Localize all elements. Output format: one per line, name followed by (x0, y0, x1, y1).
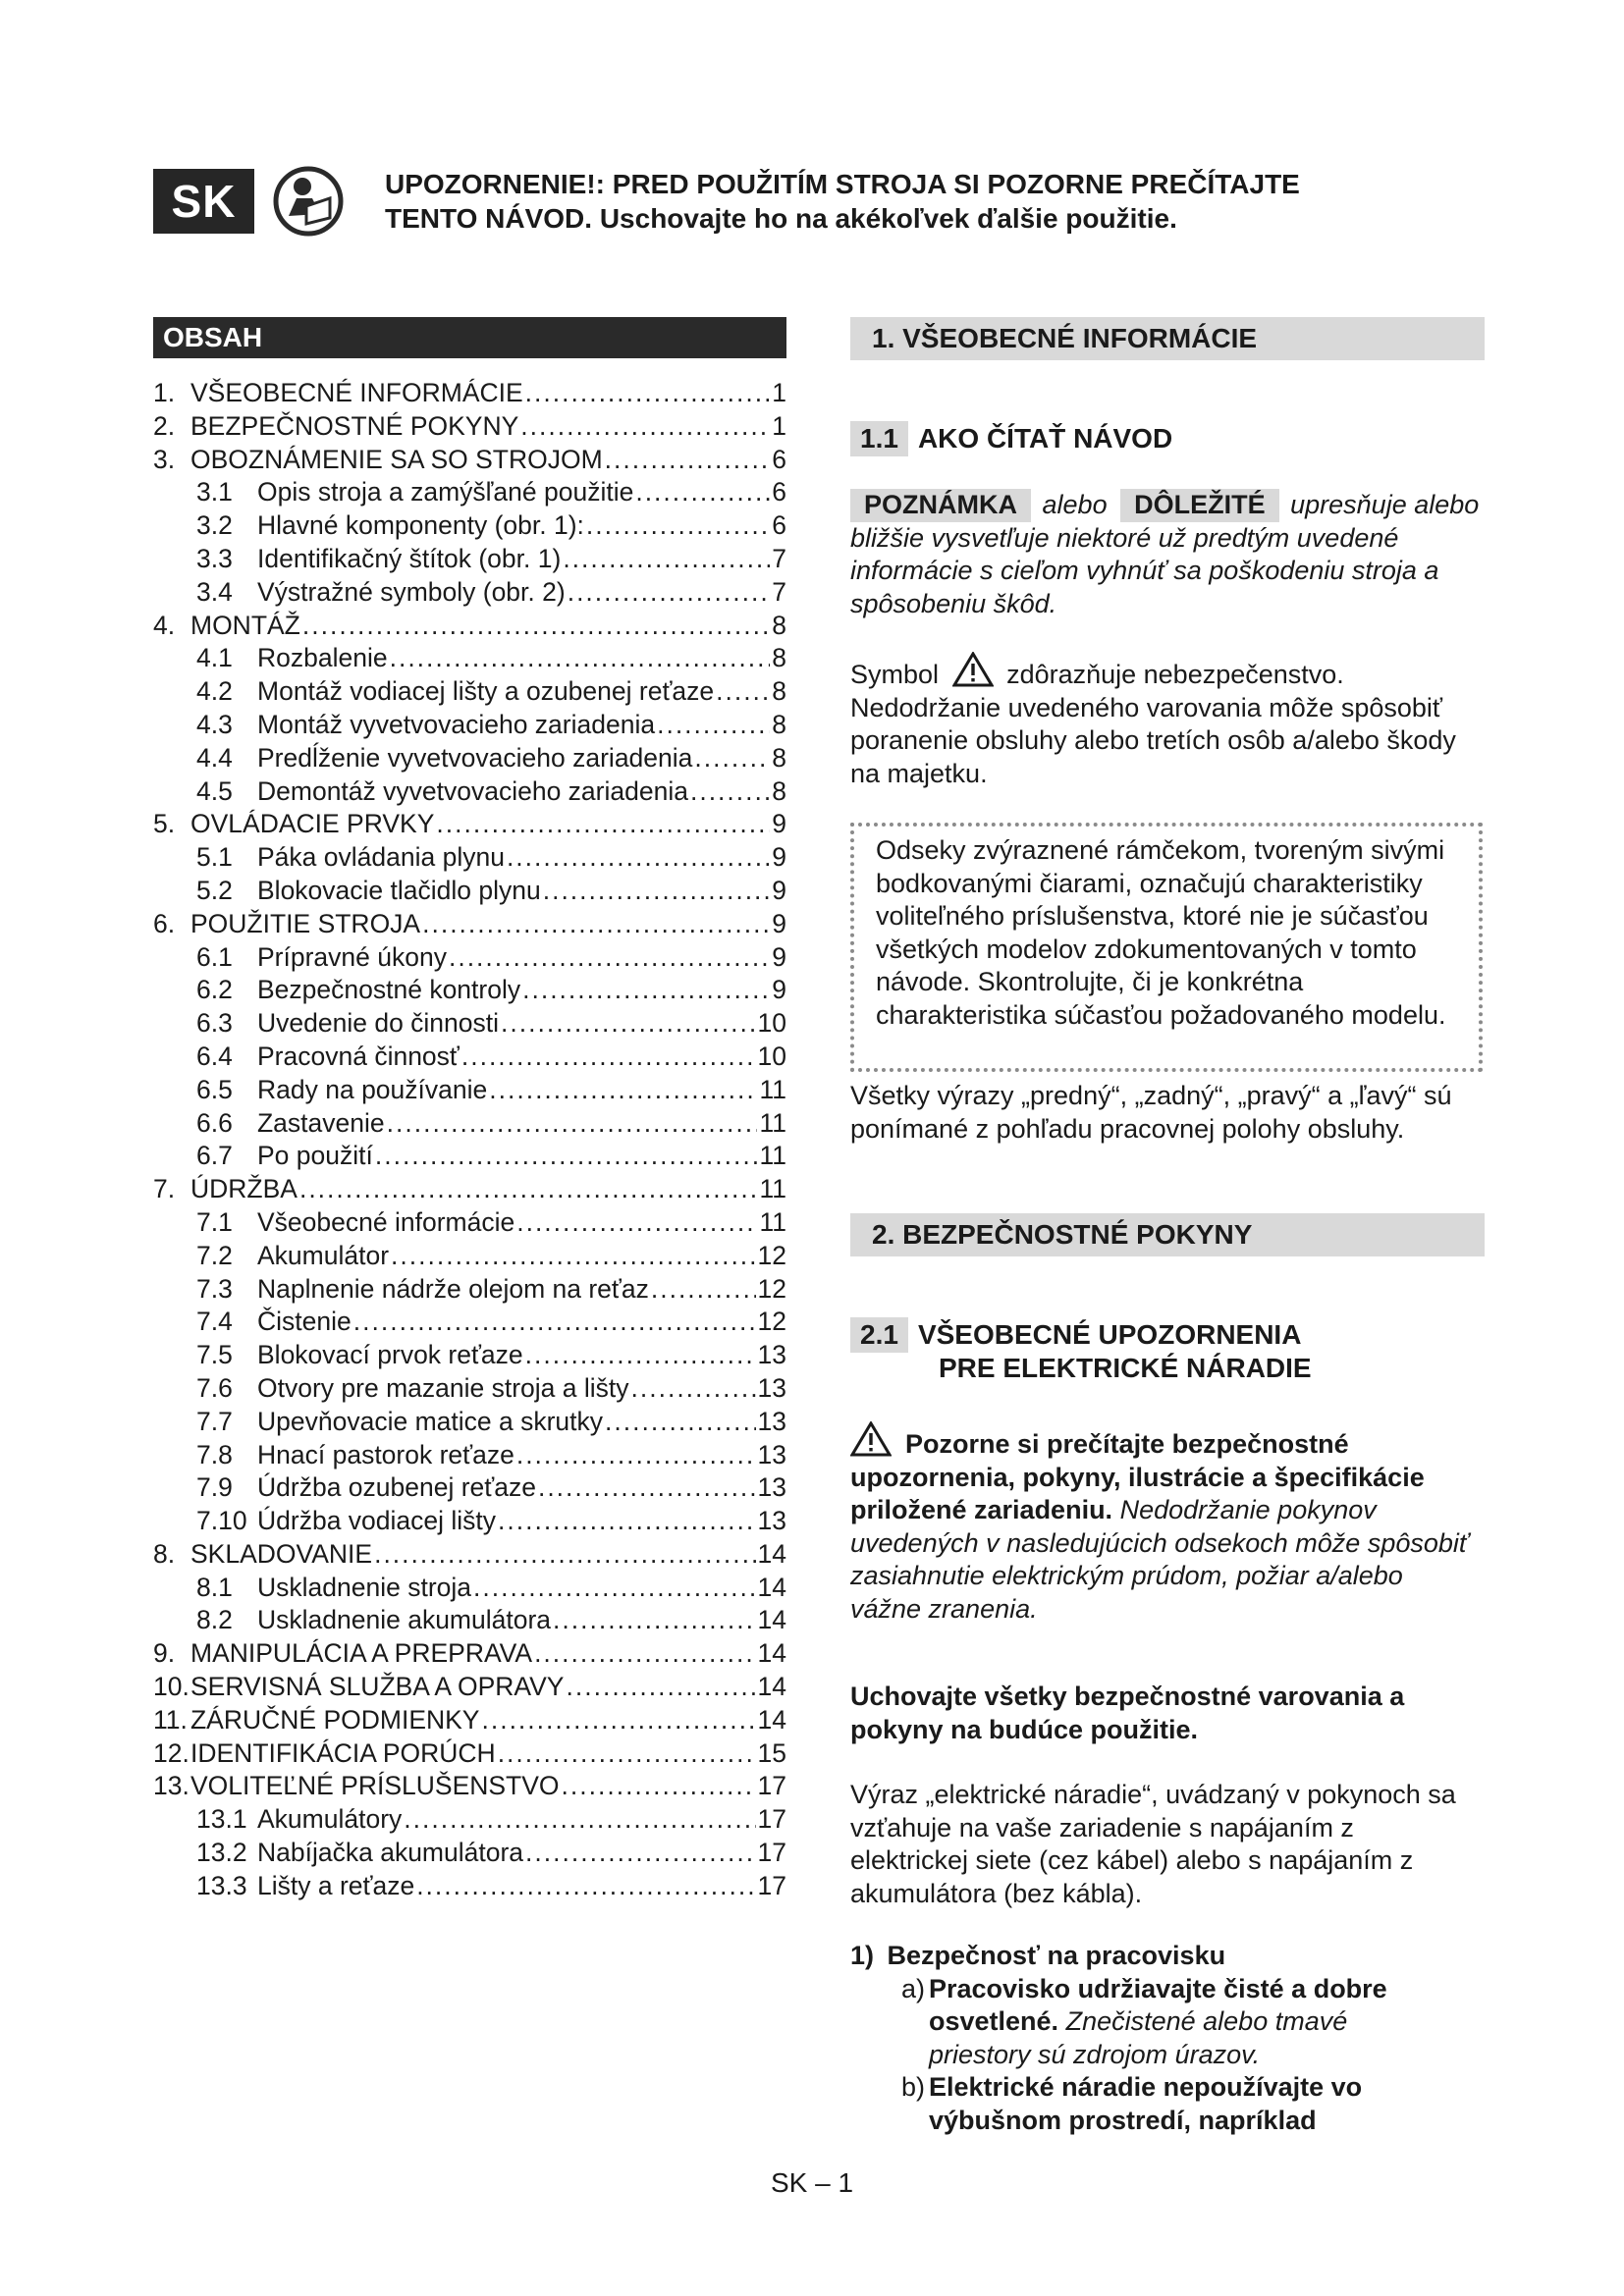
toc-item (153, 1240, 786, 1273)
toc-leader-dots (562, 1770, 756, 1803)
toc-item-title: Zastavenie (257, 1107, 385, 1138)
toc-item-number: 8.2 (196, 1605, 233, 1635)
toc-item (153, 1007, 786, 1041)
toc-item-page: 8 (772, 709, 786, 739)
toc-leader-dots (543, 875, 771, 908)
toc-item (153, 1538, 786, 1572)
toc-item-title: Uvedenie do činnosti (257, 1008, 500, 1039)
toc-item (153, 610, 786, 643)
subsection-2-1-heading (850, 1317, 1312, 1384)
toc-item (153, 1074, 786, 1107)
toc-item-title: Blokovacie tlačidlo plynu (257, 875, 541, 905)
toc-leader-dots (507, 841, 770, 875)
optional-accessories-box (850, 823, 1483, 1072)
toc-leader-dots (516, 1439, 756, 1472)
toc-leader-dots (374, 1538, 755, 1572)
symbol-text-1: zdôrazňuje nebezpečenstvo. (1006, 660, 1344, 689)
toc-item (153, 1273, 786, 1307)
subsection-number: 2.1 (850, 1317, 908, 1353)
toc-item (153, 1107, 786, 1141)
toc-item-title: VOLITEĽNÉ PRÍSLUŠENSTVO (190, 1771, 560, 1801)
toc-item-title: Naplnenie nádrže olejom na reťaz (257, 1273, 649, 1304)
toc-leader-dots (387, 1107, 758, 1141)
toc-leader-dots (538, 1471, 756, 1505)
toc-leader-dots (657, 709, 770, 742)
toc-item-page: 13 (757, 1439, 786, 1469)
directions-paragraph: Všetky výrazy „predný“, „zadný“, „pravý“ a „ľavý“ sú ponímané z pohľadu pracovnej polohy obsluhy. (850, 1081, 1452, 1144)
toc-item-number: 4.3 (196, 709, 233, 739)
toc-item-number: 11. (153, 1704, 188, 1735)
toc-item-page: 9 (772, 842, 786, 873)
toc-item-number: 6.2 (196, 975, 233, 1005)
warning-triangle-icon (952, 652, 994, 687)
toc-item-title: Montáž vodiacej lišty a ozubenej reťaze (257, 676, 715, 707)
toc-item-number: 6.6 (196, 1107, 233, 1138)
toc-item-title: MANIPULÁCIA A PREPRAVA (190, 1638, 533, 1669)
toc-item (153, 543, 786, 576)
toc-item-title: Uskladnenie akumulátora (257, 1605, 552, 1635)
toc-leader-dots (690, 775, 770, 809)
warning-line-2: TENTO NÁVOD. Uschovajte ho na akékoľvek ďalšie použitie. (385, 203, 1177, 234)
toc-item (153, 1770, 786, 1803)
toc-item-page: 17 (757, 1838, 786, 1868)
toc-item-page: 14 (757, 1704, 786, 1735)
toc-item-title: Montáž vyvetvovacieho zariadenia (257, 709, 656, 739)
toc-item (153, 1837, 786, 1870)
warning-line-1: UPOZORNENIE!: PRED POUŽITÍM STROJA SI POZORNE PREČÍTAJTE (385, 169, 1300, 199)
toc-item-title: Výstražné symboly (obr. 2) (257, 576, 566, 607)
toc-item-number: 7.1 (196, 1206, 233, 1237)
toc-leader-dots (631, 1372, 756, 1406)
toc-item-page: 11 (759, 1141, 786, 1171)
note-text-2: alebo bližšie vysvetľuje niektoré už predtým uvedené informácie s cieľom vyhnúť sa poškodeniu stroja a spôsobeniu škôd. (850, 490, 1480, 618)
toc-item-title: Rady na používanie (257, 1074, 488, 1104)
toc-item-page: 11 (759, 1074, 786, 1104)
toc-leader-dots (605, 1406, 756, 1439)
toc-item-number: 13. (153, 1771, 189, 1801)
toc-item-title: Akumulátor (257, 1240, 390, 1270)
toc-leader-dots (299, 1173, 758, 1206)
toc-item-number: 3. (153, 444, 176, 474)
toc-leader-dots (694, 742, 770, 775)
toc-item (153, 1637, 786, 1671)
toc-item (153, 709, 786, 742)
toc-item (153, 1206, 786, 1240)
toc-item-title: Čistenie (257, 1307, 352, 1337)
toc-item-page: 9 (772, 908, 786, 938)
toc-item-number: 12. (153, 1737, 189, 1768)
keep-instructions-paragraph: Uchovajte všetky bezpečnostné varovania a pokyny na budúce použitie. (850, 1682, 1405, 1744)
toc-item-page: 14 (757, 1605, 786, 1635)
important-tag: DÔLEŽITÉ (1120, 489, 1279, 522)
page-number: SK – 1 (770, 2167, 854, 2198)
toc-item-number: 7.10 (196, 1506, 247, 1536)
toc-item-title: BEZPEČNOSTNÉ POKYNY (190, 410, 519, 441)
toc-item-number: 8. (153, 1538, 176, 1569)
warning-bold-line-1: Pozorne si prečítajte bezpečnostné (905, 1429, 1349, 1459)
toc-item-title: Páka ovládania plynu (257, 842, 505, 873)
toc-leader-dots (302, 610, 770, 643)
toc-item-number: 7. (153, 1174, 176, 1204)
subsection-title-line-1: VŠEOBECNÉ UPOZORNENIA (917, 1319, 1302, 1350)
toc-leader-dots (353, 1306, 756, 1339)
toc-item-number: 7.3 (196, 1273, 233, 1304)
toc-leader-dots (516, 1206, 757, 1240)
symbol-word: Symbol (850, 660, 940, 689)
toc-leader-dots (568, 576, 771, 610)
toc-item-number: 5.2 (196, 875, 233, 905)
toc-item-number: 6. (153, 908, 176, 938)
toc-leader-dots (716, 675, 770, 709)
toc-item-page: 6 (772, 477, 786, 507)
symbol-text-2: Nedodržanie uvedeného varovania môže spôsobiť poranenie obsluhy alebo tretích osôb a/alebo škody na majetku. (850, 692, 1456, 788)
toc-item (153, 1671, 786, 1704)
toc-item-page: 7 (772, 543, 786, 573)
toc-item (153, 841, 786, 875)
workplace-safety-section (850, 1940, 1489, 2137)
toc-leader-dots (605, 444, 771, 477)
toc-leader-dots (489, 1074, 757, 1107)
toc-item-number: 4.4 (196, 742, 233, 773)
toc-item (153, 1803, 786, 1837)
toc-item-page: 9 (772, 975, 786, 1005)
toc-item-title: ZÁRUČNÉ PODMIENKY (190, 1704, 480, 1735)
toc-item-title: Uskladnenie stroja (257, 1572, 472, 1602)
toc-item-number: 13.3 (196, 1870, 247, 1900)
toc-leader-dots (501, 1007, 755, 1041)
toc-item-number: 2. (153, 410, 176, 441)
toc-leader-dots (525, 1837, 755, 1870)
toc-item-number: 5. (153, 809, 176, 839)
point-1-heading (850, 1940, 1489, 1973)
note-paragraph (850, 489, 1489, 620)
toc-item-page: 15 (757, 1737, 786, 1768)
point-b-bold: Elektrické náradie nepoužívajte vo výbušnom prostredí, napríklad (929, 2072, 1363, 2135)
toc-item-page: 9 (772, 809, 786, 839)
toc-item-page: 11 (759, 1174, 786, 1204)
box-text: Odseky zvýraznené rámčekom, tvoreným sivými bodkovanými čiarami, označujú charakteristiky voliteľného príslušenstva, ktoré nie je súčasťou všetkých modelov zdokumentovaných v tomto návode. Skontrolujte, či je konkrétna charakteristika súčasťou požadovaného modelu. (876, 835, 1446, 1030)
toc-item-title: Rozbalenie (257, 643, 388, 673)
toc-leader-dots (422, 908, 770, 941)
toc-leader-dots (461, 1041, 756, 1074)
toc-item-number: 7.8 (196, 1439, 233, 1469)
toc-item-page: 8 (772, 610, 786, 640)
toc-item-number: 13.1 (196, 1804, 247, 1835)
symbol-paragraph (850, 652, 1489, 790)
toc-item-title: ÚDRŽBA (190, 1174, 298, 1204)
toc-leader-dots (375, 1140, 758, 1173)
point-a-text (929, 1973, 1439, 2072)
toc-item-title: Predĺženie vyvetvovacieho zariadenia (257, 742, 693, 773)
safety-warning-heading (385, 167, 1465, 236)
toc-item-number: 7.5 (196, 1340, 233, 1370)
toc-item (153, 1041, 786, 1074)
toc-leader-dots (651, 1273, 756, 1307)
toc-leader-dots (436, 808, 770, 841)
toc-item-page: 14 (757, 1672, 786, 1702)
toc-item-title: Pracovná činnosť (257, 1041, 460, 1071)
toc-item-page: 6 (772, 444, 786, 474)
toc-item (153, 1737, 786, 1771)
toc-item-number: 7.2 (196, 1240, 233, 1270)
toc-item-title: Hnací pastorok reťaze (257, 1439, 514, 1469)
toc-item (153, 875, 786, 908)
toc-leader-dots (553, 1604, 755, 1637)
toc-item-title: Lišty a reťaze (257, 1870, 415, 1900)
toc-item-page: 1 (772, 378, 786, 407)
toc-item-page: 17 (757, 1804, 786, 1835)
toc-item-title: Nabíjačka akumulátora (257, 1838, 524, 1868)
toc-item-page: 11 (759, 1206, 786, 1237)
toc-item-number: 4.2 (196, 676, 233, 707)
toc-item-title: SERVISNÁ SLUŽBA A OPRAVY (190, 1672, 565, 1702)
toc-item-page: 9 (772, 875, 786, 905)
warning-italic: Nedodržanie pokynov uvedených v nasledujúcich odsekoch môže spôsobiť zasiahnutie elektrickým prúdom, požiar a/alebo vážne zranenia. (850, 1495, 1469, 1624)
toc-leader-dots (391, 1240, 755, 1273)
toc-item-number: 10. (153, 1672, 189, 1702)
toc-item-number: 3.2 (196, 510, 233, 541)
toc-leader-dots (635, 476, 770, 509)
toc-item-number: 4.5 (196, 775, 233, 806)
toc-leader-dots (520, 410, 770, 444)
toc-item-title: Po použití (257, 1141, 373, 1171)
toc-item (153, 1604, 786, 1637)
toc-item-title: Prípravné úkony (257, 941, 447, 972)
toc-item-number: 4.1 (196, 643, 233, 673)
toc-item-page: 8 (772, 643, 786, 673)
toc-leader-dots (416, 1870, 755, 1903)
toc-item-title: Údržba vodiacej lišty (257, 1506, 497, 1536)
language-badge: SK (153, 169, 254, 234)
toc-item-number: 7.6 (196, 1372, 233, 1403)
toc-item-page: 13 (757, 1506, 786, 1536)
toc-leader-dots (481, 1704, 755, 1737)
toc-item-page: 13 (757, 1472, 786, 1503)
point-a-label: a) (901, 1973, 926, 2003)
toc-item (153, 742, 786, 775)
toc-leader-dots (525, 377, 771, 410)
toc-item-number: 6.1 (196, 941, 233, 972)
toc-item (153, 509, 786, 543)
toc-leader-dots (522, 974, 770, 1007)
toc-item-title: Demontáž vyvetvovacieho zariadenia (257, 775, 688, 806)
toc-leader-dots (390, 642, 771, 675)
toc-item-title: Opis stroja a zamýšľané použitie (257, 477, 634, 507)
toc-item (153, 1372, 786, 1406)
toc-item-number: 1. (153, 378, 176, 407)
toc-item-page: 14 (757, 1638, 786, 1669)
toc-item-page: 17 (757, 1771, 786, 1801)
toc-leader-dots (567, 1671, 756, 1704)
note-or: alebo (1042, 490, 1108, 519)
read-manual-icon (273, 163, 344, 240)
toc-item-title: Všeobecné informácie (257, 1206, 515, 1237)
toc-item-title: MONTÁŽ (190, 610, 300, 640)
toc-title: OBSAH (153, 317, 786, 358)
toc-item-title: Akumulátory (257, 1804, 403, 1835)
toc-leader-dots (498, 1505, 755, 1538)
toc-item (153, 377, 786, 410)
toc-item (153, 775, 786, 809)
toc-item (153, 675, 786, 709)
toc-item-number: 9. (153, 1638, 176, 1669)
toc-item-title: Údržba ozubenej reťaze (257, 1472, 536, 1503)
toc-item-page: 8 (772, 742, 786, 773)
toc-item-title: OBOZNÁMENIE SA SO STROJOM (190, 444, 603, 474)
subsection-title: AKO ČÍTAŤ NÁVOD (917, 423, 1173, 454)
toc-item-title: SKLADOVANIE (190, 1538, 373, 1569)
toc-item-page: 11 (759, 1107, 786, 1138)
toc-item-page: 13 (757, 1372, 786, 1403)
toc-item-number: 6.4 (196, 1041, 233, 1071)
toc-item (153, 974, 786, 1007)
toc-item-number: 8.1 (196, 1572, 233, 1602)
toc-item-title: Identifikačný štítok (obr. 1) (257, 543, 562, 573)
toc-item-page: 12 (757, 1273, 786, 1304)
subsection-title-line-2: PRE ELEKTRICKÉ NÁRADIE (939, 1353, 1312, 1383)
toc-item (153, 941, 786, 975)
toc-item-number: 6.7 (196, 1141, 233, 1171)
toc-list (153, 377, 786, 1903)
toc-item-number: 6.5 (196, 1074, 233, 1104)
toc-item-page: 13 (757, 1340, 786, 1370)
warning-triangle-icon (850, 1421, 892, 1457)
toc-item-number: 7.9 (196, 1472, 233, 1503)
point-1-title: Bezpečnosť na pracovisku (887, 1941, 1226, 1970)
toc-item-title: VŠEOBECNÉ INFORMÁCIE (190, 378, 523, 407)
toc-item-title: IDENTIFIKÁCIA PORÚCH (190, 1737, 496, 1768)
toc-item-number: 13.2 (196, 1838, 247, 1868)
subsection-number: 1.1 (850, 421, 908, 456)
toc-item-title: OVLÁDACIE PRVKY (190, 809, 435, 839)
toc-item-title: Blokovací prvok reťaze (257, 1340, 523, 1370)
toc-item-page: 17 (757, 1870, 786, 1900)
point-a-italic: Znečistené alebo tmavé priestory sú zdrojom úrazov. (929, 2006, 1348, 2069)
toc-item-page: 6 (772, 510, 786, 541)
toc-item-page: 14 (757, 1538, 786, 1569)
note-tag: POZNÁMKA (850, 489, 1031, 522)
toc-item-number: 3.4 (196, 576, 233, 607)
toc-item-page: 1 (772, 410, 786, 441)
toc-item (153, 1471, 786, 1505)
toc-leader-dots (473, 1572, 756, 1605)
toc-item (153, 1704, 786, 1737)
toc-leader-dots (534, 1637, 755, 1671)
point-1-number: 1) (850, 1941, 875, 1970)
toc-item-number: 7.7 (196, 1406, 233, 1436)
toc-item (153, 476, 786, 509)
toc-item-title: Upevňovacie matice a skrutky (257, 1406, 604, 1436)
toc-item-number: 7.4 (196, 1307, 233, 1337)
toc-item (153, 1870, 786, 1903)
toc-item-number: 3.3 (196, 543, 233, 573)
toc-item-number: 6.3 (196, 1008, 233, 1039)
toc-item-title: Bezpečnostné kontroly (257, 975, 521, 1005)
point-b (850, 2071, 1489, 2137)
point-a (850, 1973, 1489, 2072)
subsection-1-1-heading (850, 421, 1172, 456)
toc-leader-dots (404, 1803, 755, 1837)
toc-leader-dots (563, 543, 770, 576)
toc-item-page: 8 (772, 775, 786, 806)
toc-item (153, 1140, 786, 1173)
toc-item-title: Hlavné komponenty (obr. 1): (257, 510, 584, 541)
toc-item (153, 808, 786, 841)
toc-item (153, 642, 786, 675)
point-b-label: b) (901, 2072, 926, 2102)
toc-item-page: 13 (757, 1406, 786, 1436)
toc-item (153, 1173, 786, 1206)
toc-item (153, 576, 786, 610)
toc-item (153, 1406, 786, 1439)
section-1-heading: 1. VŠEOBECNÉ INFORMÁCIE (850, 317, 1485, 360)
toc-item (153, 410, 786, 444)
expression-paragraph: Výraz „elektrické náradie“, uvádzaný v pokynoch sa vzťahuje na vaše zariadenie s napájaním z elektrickej siete (cez kábel) alebo s napájaním z akumulátora (bez kábla). (850, 1780, 1456, 1908)
point-a-bold: Pracovisko udržiavajte čisté a dobre osvetlené. (929, 1973, 1387, 2036)
toc-item (153, 1505, 786, 1538)
toc-item-page: 14 (757, 1572, 786, 1602)
toc-item-number: 5.1 (196, 842, 233, 873)
toc-item (153, 908, 786, 941)
toc-item-page: 10 (757, 1008, 786, 1039)
toc-leader-dots (449, 941, 770, 975)
toc-item (153, 1306, 786, 1339)
toc-item-page: 9 (772, 941, 786, 972)
toc-item-page: 10 (757, 1041, 786, 1071)
toc-item-title: Otvory pre mazanie stroja a lišty (257, 1372, 629, 1403)
warning-bold-rest: upozornenia, pokyny, ilustrácie a špecifikácie priložené zariadeniu. (850, 1462, 1425, 1524)
toc-item (153, 1572, 786, 1605)
toc-item-title: POUŽITIE STROJA (190, 908, 421, 938)
toc-item-number: 4. (153, 610, 176, 640)
toc-item (153, 1439, 786, 1472)
toc-leader-dots (586, 509, 770, 543)
toc-item (153, 1339, 786, 1372)
toc-item (153, 444, 786, 477)
toc-item-number: 3.1 (196, 477, 233, 507)
toc-item-page: 7 (772, 576, 786, 607)
toc-item-page: 12 (757, 1240, 786, 1270)
toc-leader-dots (525, 1339, 756, 1372)
toc-item-page: 8 (772, 676, 786, 707)
toc-item-page: 12 (757, 1307, 786, 1337)
section-2-heading: 2. BEZPEČNOSTNÉ POKYNY (850, 1213, 1485, 1256)
note-text-1: upresňuje (1290, 490, 1407, 519)
electrical-warning-paragraph (850, 1421, 1479, 1626)
toc-leader-dots (498, 1737, 756, 1771)
